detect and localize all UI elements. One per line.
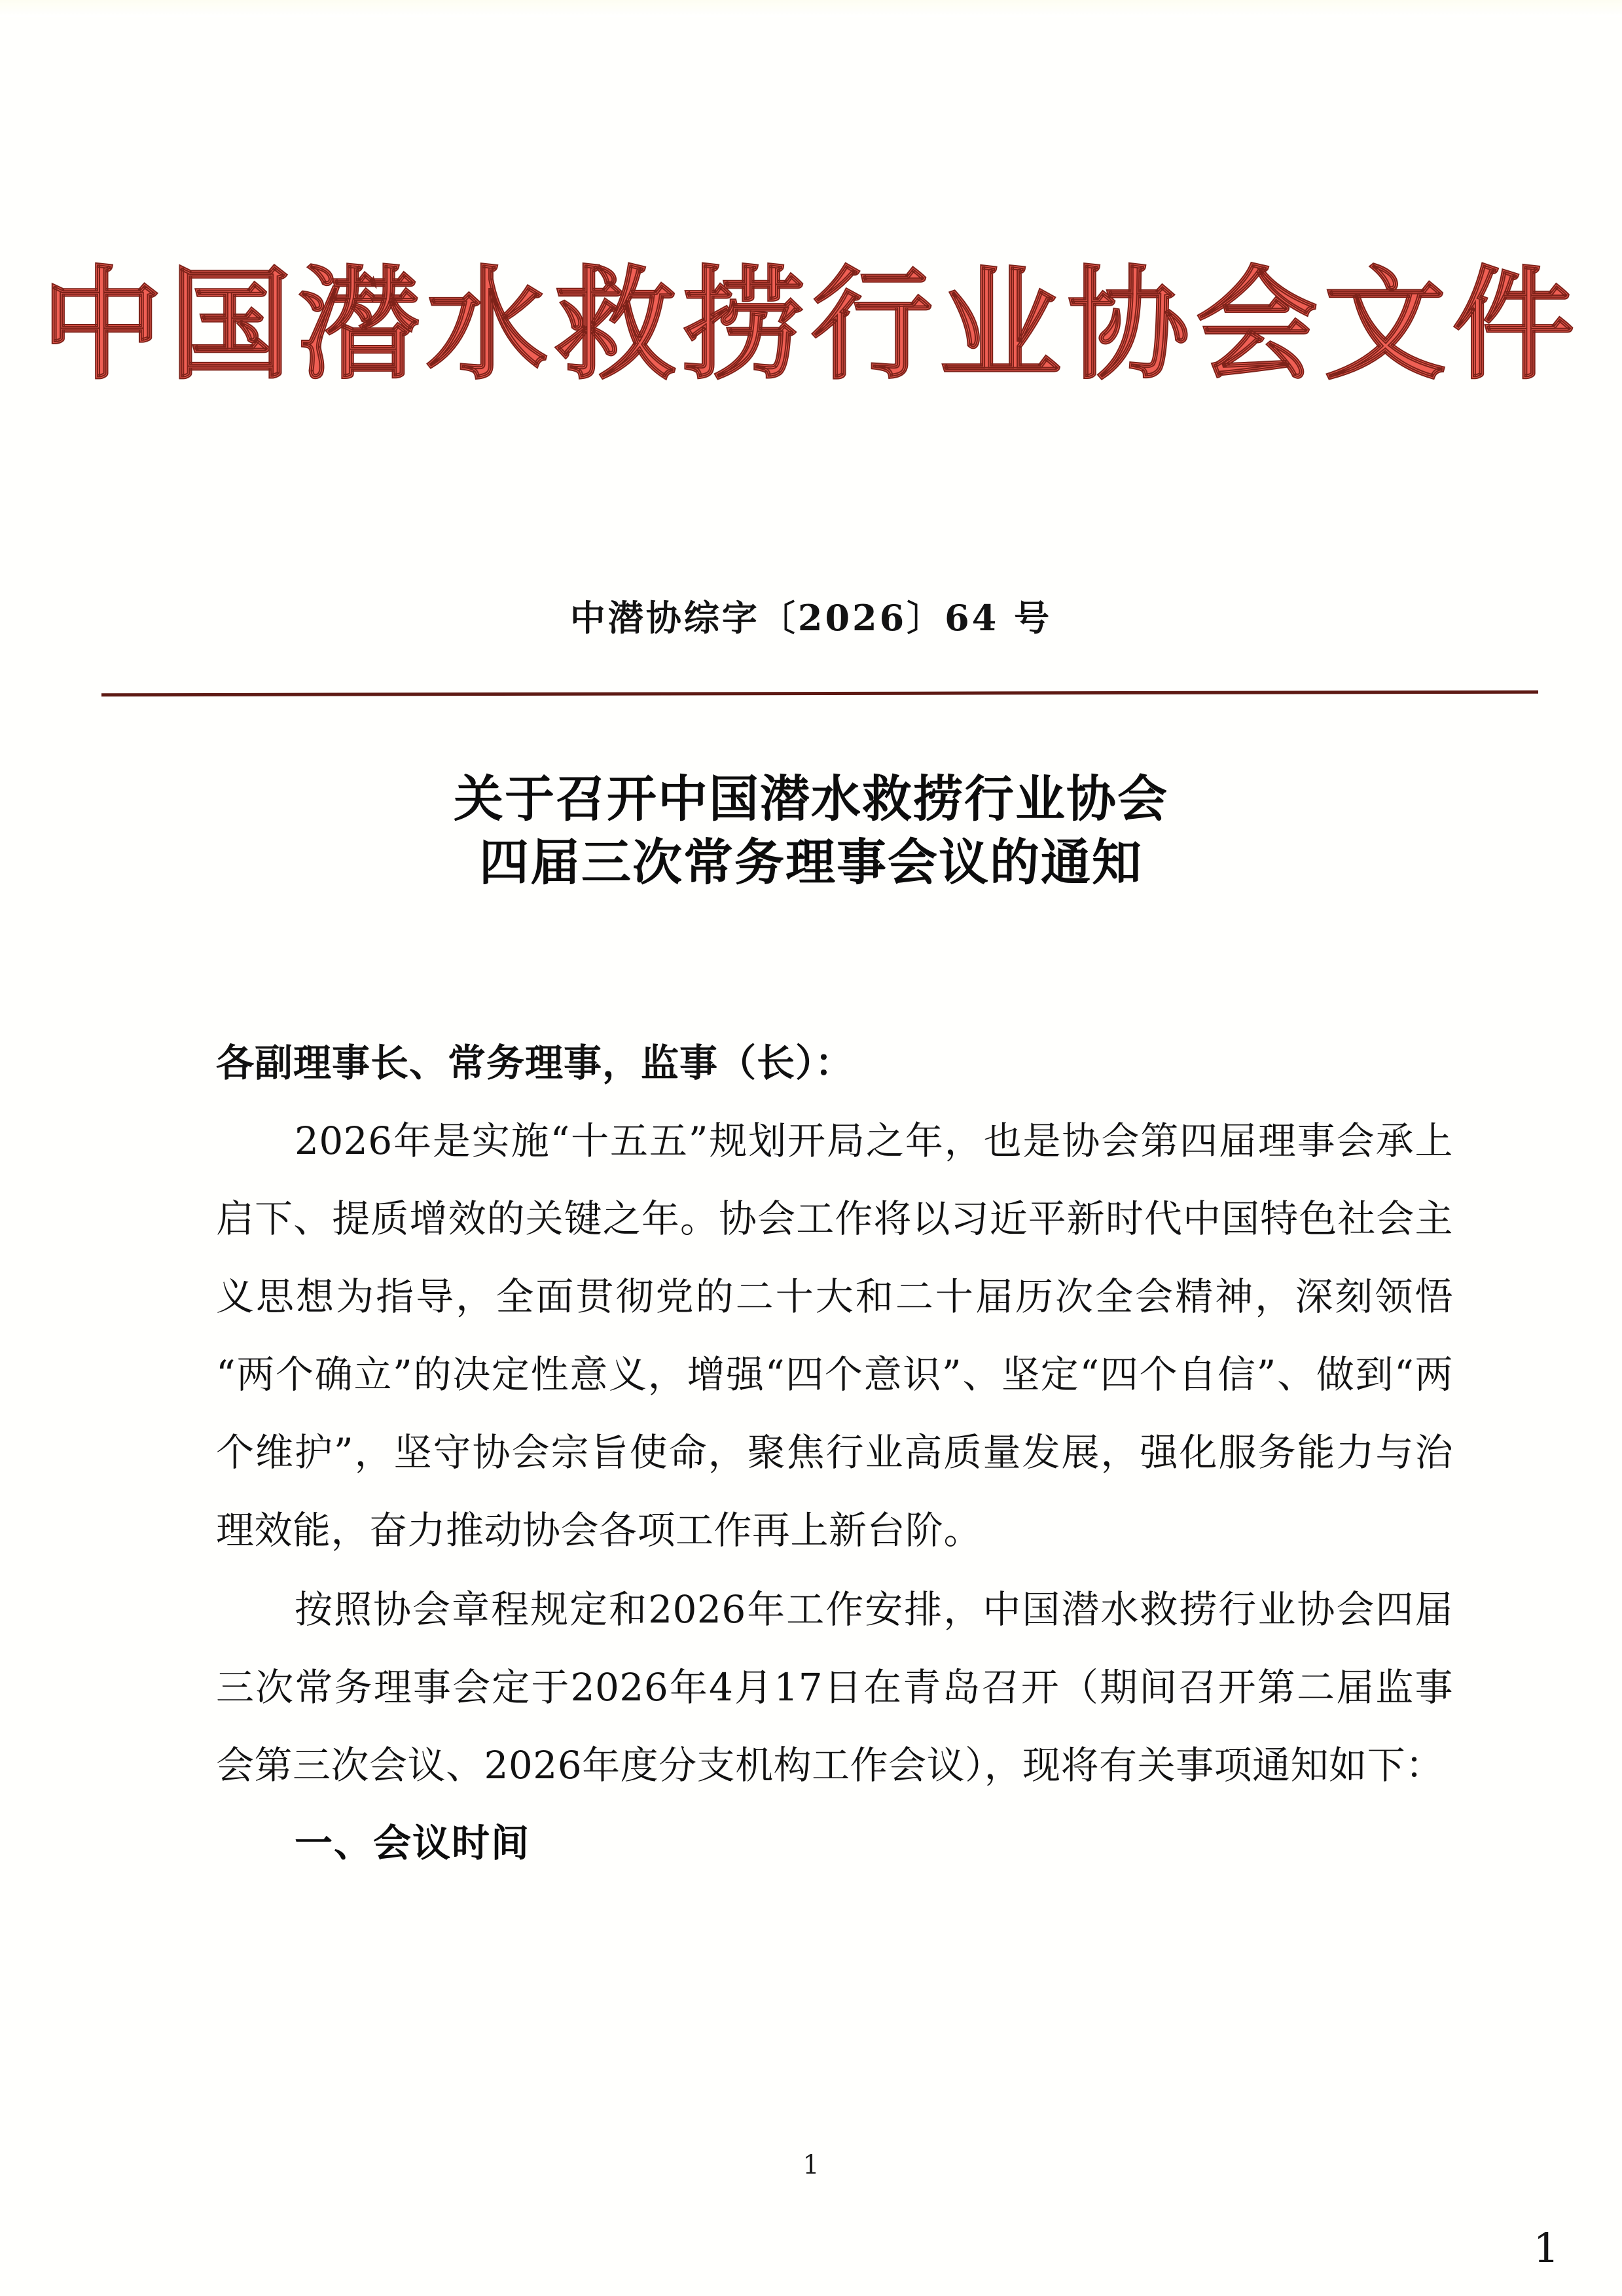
body-paragraph-2: 按照协会章程规定和2026年工作安排，中国潜水救捞行业协会四届三次常务理事会定于2026年4月17日在青岛召开（期间召开第二届监事会第三次会议、2026年度分支机构工作会议），现将有关事项通知如下： xyxy=(216,1587,1453,1788)
body-paragraph-1: 2026年是实施“十五五”规划开局之年，也是协会第四届理事会承上启下、提质增效的关键之年。协会工作将以习近平新时代中国特色社会主义思想为指导，全面贯彻党的二十大和二十届历次全会精神，深刻领悟“两个确立”的决定性意义，增强“四个意识”、坚定“四个自信”、做到“两个维护”，坚守协会宗旨使命，聚焦行业高质量发展，强化服务能力与治理效能，奋力推动协会各项工作再上新台阶。 xyxy=(216,1119,1453,1553)
letterhead-title: 中国潜水救捞行业协会文件 xyxy=(41,253,1581,396)
footer-page-mark: 1 xyxy=(802,2150,820,2180)
corner-page-number: 1 xyxy=(1533,2224,1559,2272)
document-title-line-2: 四届三次常务理事会议的通知 xyxy=(479,833,1143,892)
letterhead xyxy=(0,253,1622,396)
document-title-line-1: 关于召开中国潜水救捞行业协会 xyxy=(454,770,1168,828)
document-serial-number: 中潜协综字〔2026〕64 号 xyxy=(569,597,1053,639)
document-body xyxy=(216,1035,1453,1882)
letterhead-red-rule xyxy=(101,691,1538,697)
document-title xyxy=(0,767,1622,895)
section-heading-meeting-time: 一、会议时间 xyxy=(295,1821,531,1866)
scan-artifact-tint xyxy=(0,0,1622,17)
salutation: 各副理事长、常务理事，监事（长）： xyxy=(216,1041,854,1085)
